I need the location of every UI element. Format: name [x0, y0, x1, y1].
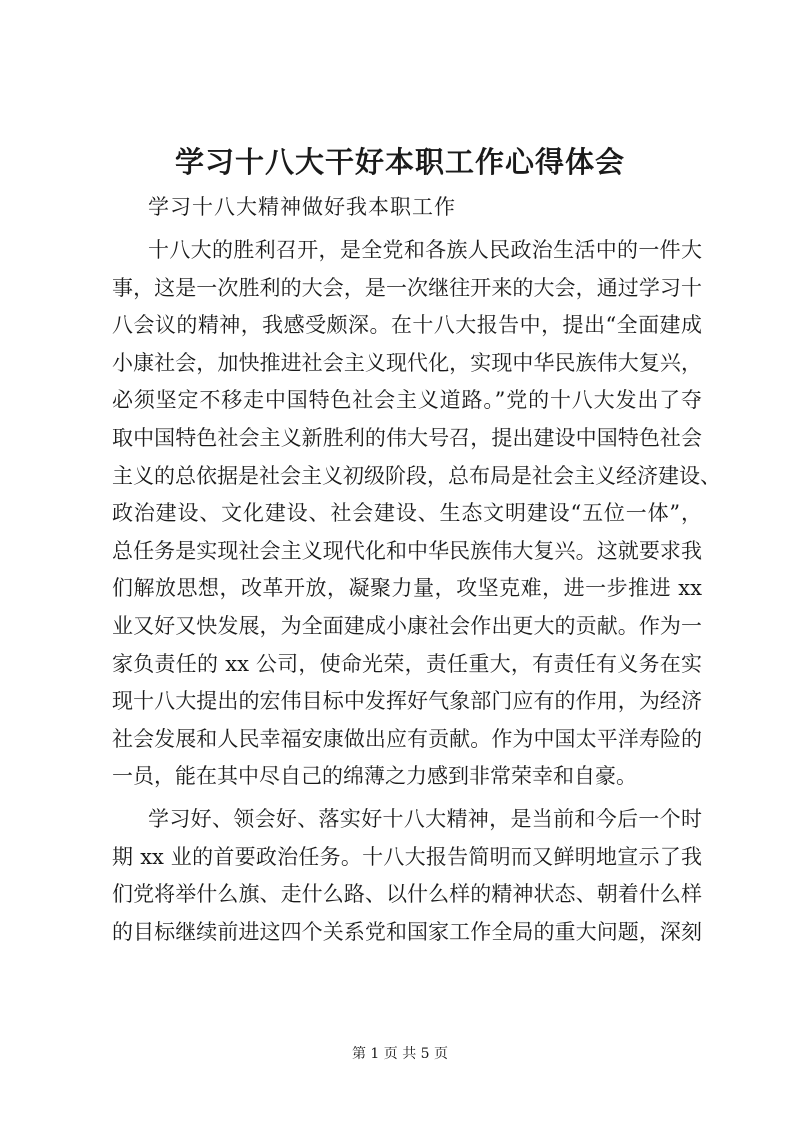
- paragraph-1: [112, 232, 721, 796]
- paragraph-line: 小康社会，加快推进社会主义现代化，实现中华民族伟大复兴，: [112, 350, 702, 375]
- paragraph-line: 政治建设、文化建设、社会建设、生态文明建设“五位一体”，: [112, 501, 702, 526]
- paragraph-2: [112, 801, 702, 951]
- paragraph-line: 八会议的精神，我感受颇深。在十八大报告中，提出“全面建成: [112, 313, 702, 338]
- paragraph-line: 们解放思想，改革开放，凝聚力量，攻坚克难，进一步推进 xx: [112, 576, 702, 601]
- paragraph-line: 业又好又快发展，为全面建成小康社会作出更大的贡献。作为一: [112, 613, 702, 638]
- paragraph-line: 社会发展和人民幸福安康做出应有贡献。作为中国太平洋寿险的: [112, 726, 702, 751]
- document-title: 学习十八大干好本职工作心得体会: [174, 145, 625, 179]
- document-subtitle: 学习十八大精神做好我本职工作: [148, 195, 456, 219]
- paragraph-line: 必须坚定不移走中国特色社会主义道路。”党的十八大发出了夺: [112, 388, 702, 413]
- paragraph-line: 一员，能在其中尽自己的绵薄之力感到非常荣幸和自豪。: [112, 764, 637, 789]
- document-body: [112, 232, 721, 951]
- paragraph-line: 总任务是实现社会主义现代化和中华民族伟大复兴。这就要求我: [112, 538, 702, 563]
- paragraph-line: 主义的总依据是社会主义初级阶段，总布局是社会主义经济建设、: [112, 463, 721, 488]
- paragraph-line: 期 xx 业的首要政治任务。十八大报告简明而又鲜明地宣示了我: [112, 844, 702, 869]
- paragraph-line: 家负责任的 xx 公司，使命光荣，责任重大，有责任有义务在实: [112, 651, 702, 676]
- paragraph-line: 事，这是一次胜利的大会，是一次继往开来的大会，通过学习十: [112, 275, 702, 300]
- paragraph-line: 的目标继续前进这四个关系党和国家工作全局的重大问题，深刻: [112, 919, 702, 944]
- page-footer: 第 1 页 共 5 页: [351, 1046, 449, 1062]
- paragraph-line: 十八大的胜利召开，是全党和各族人民政治生活中的一件大: [148, 238, 702, 262]
- paragraph-line: 学习好、领会好、落实好十八大精神，是当前和今后一个时: [148, 806, 702, 831]
- paragraph-line: 们党将举什么旗、走什么路、以什么样的精神状态、朝着什么样: [112, 882, 702, 907]
- paragraph-line: 取中国特色社会主义新胜利的伟大号召，提出建设中国特色社会: [112, 425, 702, 450]
- paragraph-line: 现十八大提出的宏伟目标中发挥好气象部门应有的作用，为经济: [112, 689, 702, 714]
